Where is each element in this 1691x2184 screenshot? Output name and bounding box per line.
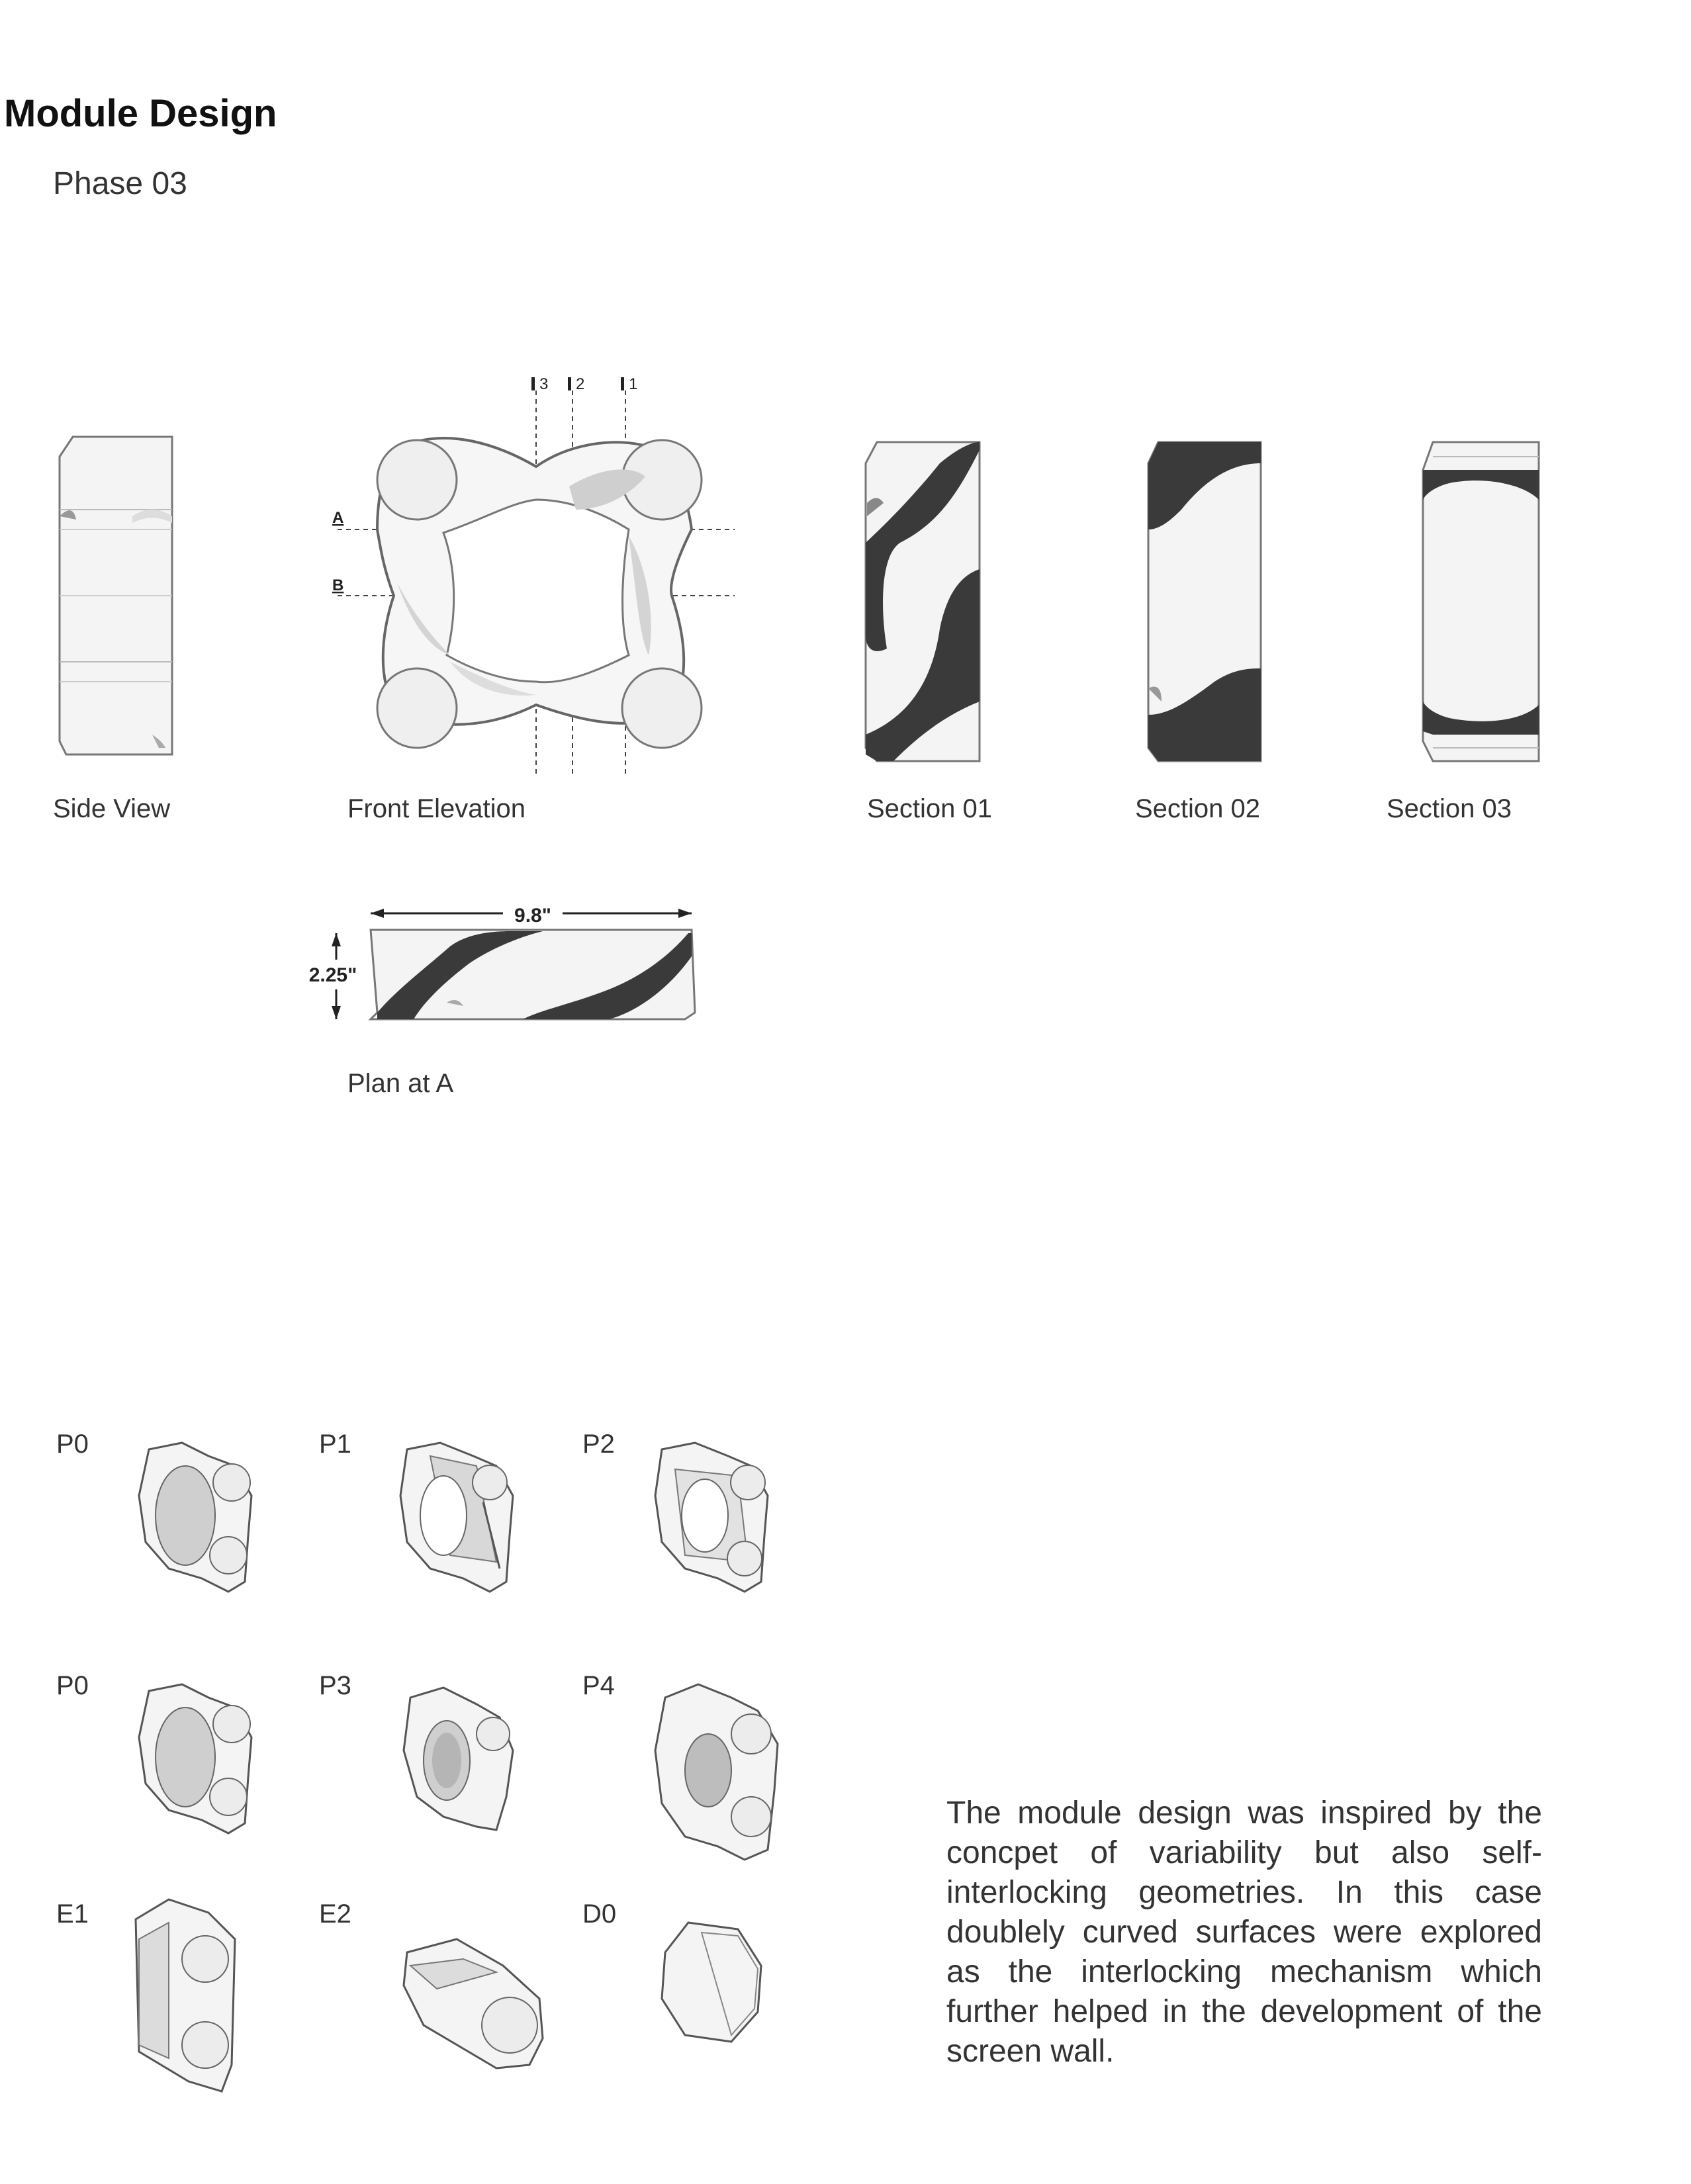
variation-p2-axon [645, 1430, 778, 1602]
section-01-caption: Section 01 [867, 794, 993, 823]
variation-p1-axon [390, 1430, 523, 1602]
page-subtitle: Phase 03 [53, 166, 187, 201]
cut-2-label: 2 [576, 375, 585, 393]
cut-markers [531, 375, 637, 393]
section-02-drawing [1142, 437, 1267, 768]
variation-label: D0 [582, 1899, 617, 1929]
depth-dimension: 2.25" [308, 964, 357, 986]
plan-at-a-drawing [291, 890, 715, 1049]
plan-at-a-caption: Plan at A [347, 1069, 454, 1098]
front-elevation-drawing [318, 371, 754, 781]
variation-label: P1 [319, 1430, 351, 1459]
line-b-label: B [332, 576, 344, 594]
width-dimension: 9.8" [514, 905, 551, 927]
page-title: Module Design [4, 92, 277, 135]
variation-e1-axon [129, 1893, 242, 2105]
variation-d0-axon [652, 1916, 771, 2048]
variation-label: P0 [56, 1430, 89, 1459]
front-elevation-caption: Front Elevation [347, 794, 526, 823]
variation-label: P0 [56, 1671, 89, 1700]
cut-3-label: 3 [539, 375, 549, 393]
section-01-drawing [860, 437, 986, 768]
variation-p4-axon [645, 1671, 791, 1870]
variation-label: E2 [319, 1899, 351, 1929]
variation-e2-axon [397, 1926, 549, 2078]
variation-label: E1 [56, 1899, 89, 1929]
variation-p0-axon [129, 1671, 261, 1843]
section-03-drawing [1416, 437, 1549, 768]
variation-label: P3 [319, 1671, 351, 1700]
variation-label: P4 [582, 1671, 615, 1700]
side-view-drawing [53, 430, 185, 761]
variation-p3-axon [390, 1671, 523, 1843]
cut-1-label: 1 [629, 375, 638, 393]
side-view-caption: Side View [53, 794, 171, 823]
section-02-caption: Section 02 [1135, 794, 1261, 823]
line-a-label: A [332, 509, 344, 527]
variation-label: P2 [582, 1430, 615, 1459]
description-paragraph: The module design was inspired by the concpet of variability but also self-interlocking geometries. In this case doublely curved surfaces were explored as the interlocking mechanism which further helped in the development of the screen wall. [946, 1796, 1542, 2069]
variation-p0-axon [129, 1430, 261, 1602]
section-03-caption: Section 03 [1387, 794, 1512, 823]
